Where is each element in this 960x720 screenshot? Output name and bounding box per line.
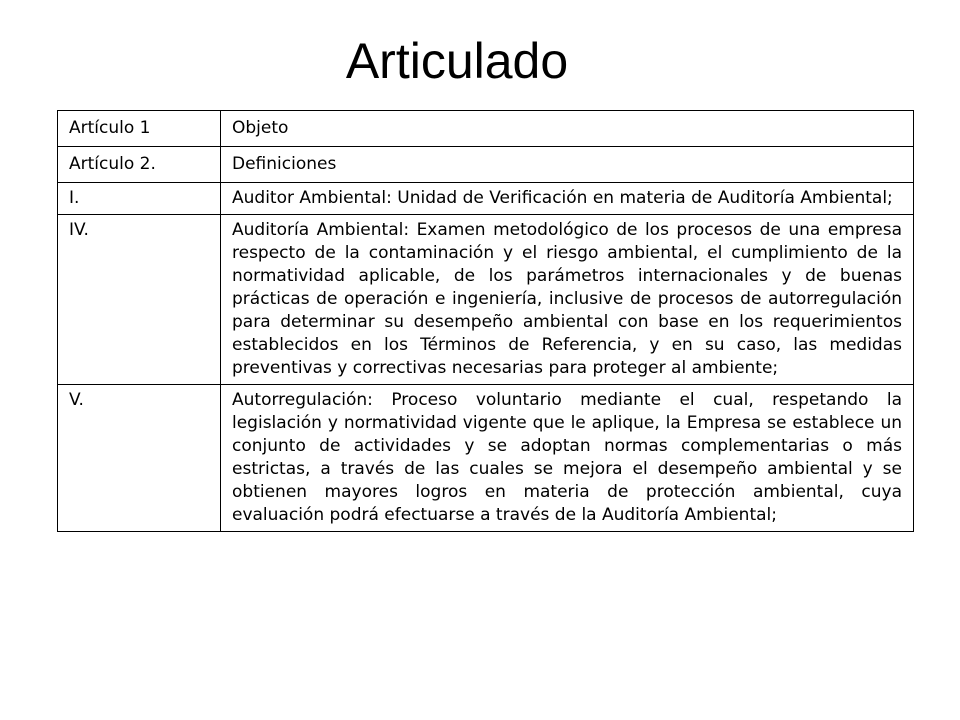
- table-row: [58, 111, 914, 147]
- article-text-cell: Autorregulación: Proceso voluntario mediante el cual, respetando la legislación y normatividad vigente que le aplique, la Empresa se establece un conjunto de actividades y se adoptan normas complementarias o más estrictas, a través de las cuales se mejora el desempeño ambiental y se obtienen mayores logros en materia de protección ambiental, cuya evaluación podrá efectuarse a través de la Auditoría Ambiental;: [221, 385, 914, 532]
- article-number-cell: Artículo 2.: [58, 147, 221, 183]
- page-title: Articulado: [345, 33, 569, 89]
- article-number-cell: I.: [58, 183, 221, 215]
- article-text-cell: Auditor Ambiental: Unidad de Verificación en materia de Auditoría Ambiental;: [221, 183, 914, 215]
- articles-table: [57, 110, 914, 532]
- article-text-cell: Definiciones: [221, 147, 914, 183]
- article-text-cell: Auditoría Ambiental: Examen metodológico de los procesos de una empresa respecto de la contaminación y el riesgo ambiental, el cumplimiento de la normatividad aplicable, de los parámetros internacionales y de buenas prácticas de operación e ingeniería, inclusive de procesos de autorregulación para determinar su desempeño ambiental con base en los requerimientos establecidos en los Términos de Referencia, y en su caso, las medidas preventivas y correctivas necesarias para proteger al ambiente;: [221, 215, 914, 385]
- table-row: [58, 147, 914, 183]
- article-text-cell: Objeto: [221, 111, 914, 147]
- table-row: [58, 385, 914, 532]
- article-number-cell: Artículo 1: [58, 111, 221, 147]
- table-row: [58, 215, 914, 385]
- article-number-cell: V.: [58, 385, 221, 532]
- table-row: [58, 183, 914, 215]
- article-number-cell: IV.: [58, 215, 221, 385]
